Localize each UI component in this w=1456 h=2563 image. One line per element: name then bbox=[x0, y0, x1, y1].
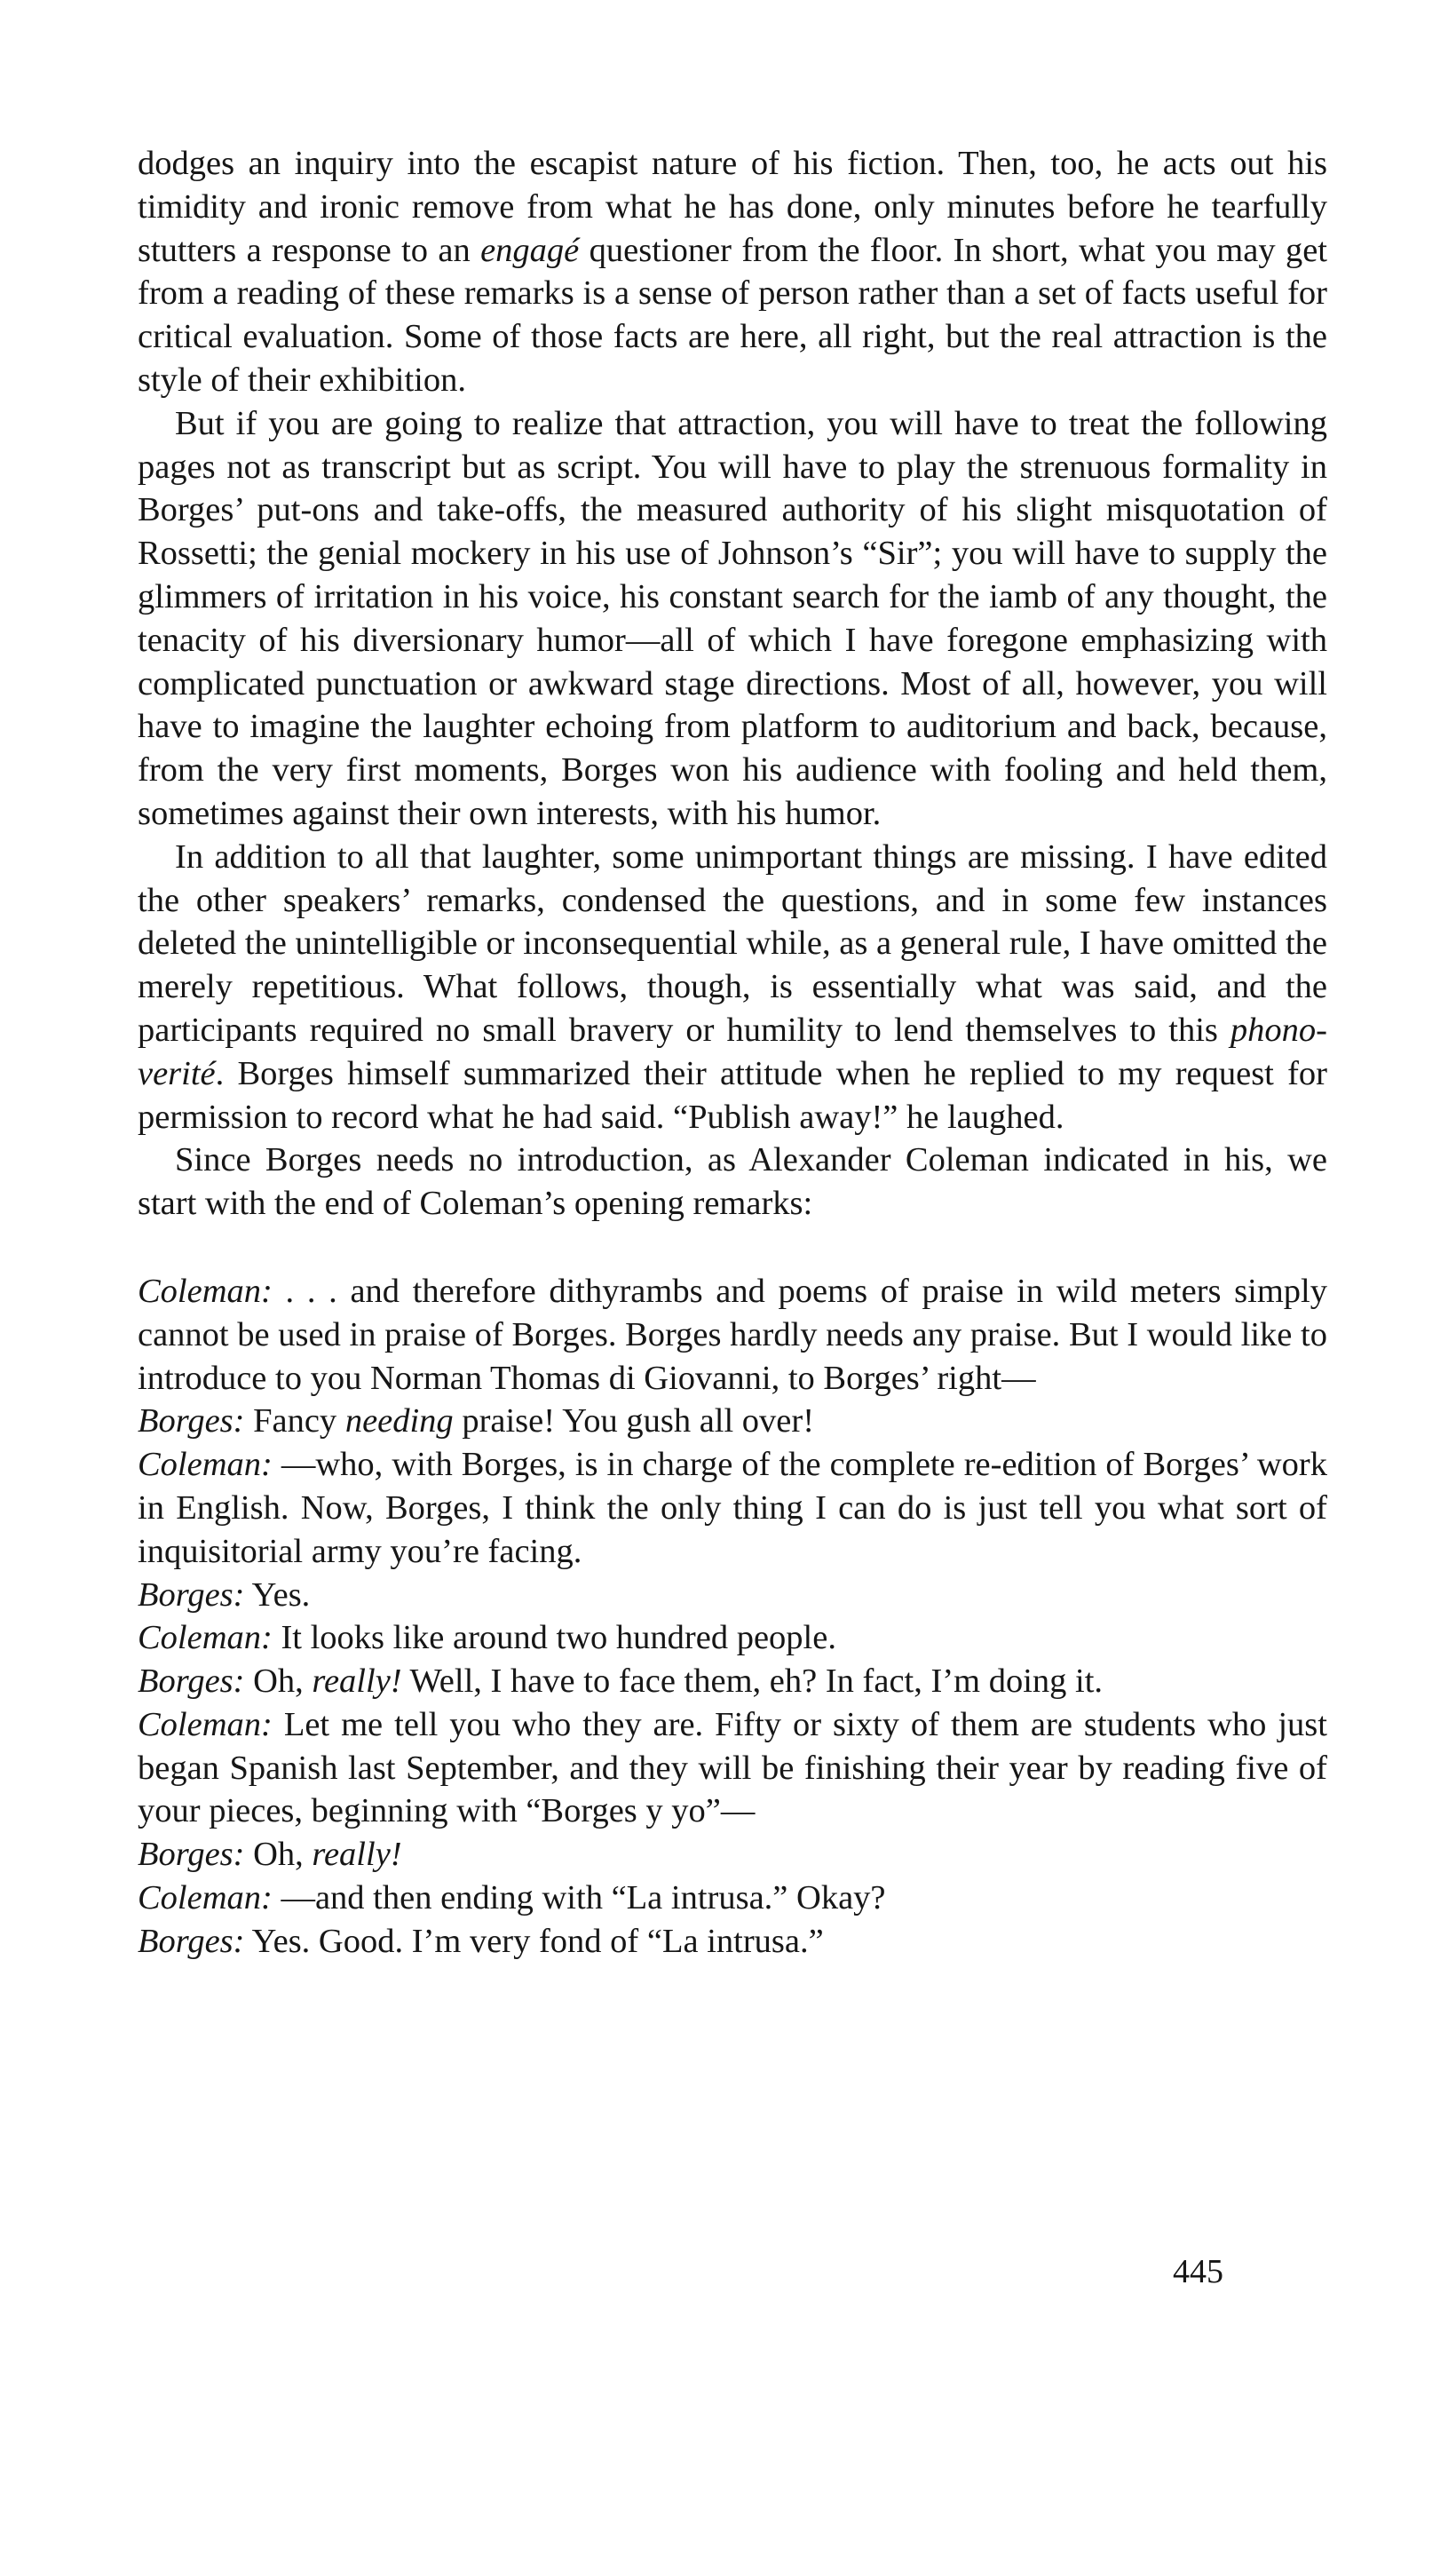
speaker-label: Coleman: bbox=[138, 1446, 273, 1484]
speaker-label: Coleman: bbox=[138, 1879, 273, 1917]
emphasis: needing bbox=[344, 1402, 454, 1440]
dialogue-turn: Coleman: . . . and therefore dithyrambs and poems of praise in wild meters simply cannot be used in praise of Borges. Borges hardly needs any praise. But I would like to introduce to you Norman Thomas di Giovanni, to Borges’ right— bbox=[138, 1272, 1327, 1397]
paragraph-1: dodges an inquiry into the escapist nature of his fiction. Then, too, he acts out his timidity and ironic remove from what he has done, only minutes before he tearfully stutters a response to an engagé questioner from the floor. In short, what you may get from a reading of these remarks is a sense of person rather than a set of facts useful for critical evaluation. Some of those facts are here, all right, but the real attraction is the style of their exhibition. bbox=[138, 145, 1327, 399]
dialogue-turn: Borges: Yes. Good. I’m very fond of “La intrusa.” bbox=[138, 1922, 824, 1960]
page-body bbox=[138, 142, 1327, 1964]
dialogue-turn: Borges: Fancy needing praise! You gush all over! bbox=[138, 1402, 815, 1440]
dialogue bbox=[138, 1270, 1327, 1964]
speaker-label: Coleman: bbox=[138, 1705, 273, 1743]
paragraph-2: But if you are going to realize that attraction, you will have to treat the following pages not as transcript but as script. You will have to play the strenuous formality in Borges’ put-ons and take-offs, the measured authority of his slight misquotation of Rossetti; the genial mockery in his use of Johnson’s “Sir”; you will have to supply the glimmers of irritation in his voice, his constant search for the iamb of any thought, the tenacity of his diversionary humor—all of which I have foregone emphasizing with complicated punctuation or awkward stage directions. Most of all, however, you will have to imagine the laughter echoing from platform to auditorium and back, because, from the very first moments, Borges won his audience with fooling and held them, sometimes against their own interests, with his humor. bbox=[138, 404, 1327, 832]
dialogue-turn: Borges: Oh, really! Well, I have to face them, eh? In fact, I’m doing it. bbox=[138, 1662, 1104, 1701]
dialogue-turn: Coleman: —and then ending with “La intrusa.” Okay? bbox=[138, 1879, 886, 1917]
emphasis-engage: engagé bbox=[480, 231, 580, 269]
speaker-label: Borges: bbox=[138, 1402, 245, 1440]
dialogue-turn: Coleman: Let me tell you who they are. Fifty or sixty of them are students who just began Spanish last September, and they will be finishing their year by reading five of your pieces, beginning with “Borges y yo”— bbox=[138, 1705, 1327, 1830]
paragraph-3: In addition to all that laughter, some unimportant things are missing. I have edited the other speakers’ remarks, condensed the questions, and in some few instances deleted the unintelligible or inconsequential while, as a general rule, I have omitted the merely repetitious. What follows, though, is essentially what was said, and the participants required no small bravery or humility to lend themselves to this phono-verité. Borges himself summarized their attitude when he replied to my request for permission to record what he had said. “Publish away!” he laughed. bbox=[138, 837, 1327, 1136]
emphasis: really! bbox=[312, 1836, 402, 1874]
speaker-label: Coleman: bbox=[138, 1619, 273, 1657]
emphasis: really! bbox=[312, 1662, 402, 1701]
dialogue-turn: Coleman: —who, with Borges, is in charge of the complete re-edition of Borges’ work in English. Now, Borges, I think the only thing I can do is just tell you what sort of inquisitorial army you’re facing. bbox=[138, 1446, 1327, 1570]
speaker-label: Coleman: bbox=[138, 1272, 273, 1310]
dialogue-turn: Borges: Yes. bbox=[138, 1575, 311, 1614]
emphasis-phono-verite: phono-verité bbox=[138, 1011, 1327, 1092]
speaker-label: Borges: bbox=[138, 1575, 245, 1614]
speaker-label: Borges: bbox=[138, 1662, 245, 1701]
section-gap bbox=[138, 1226, 1327, 1270]
page-number: 445 bbox=[1173, 2253, 1223, 2290]
dialogue-turn: Borges: Oh, really! bbox=[138, 1836, 402, 1874]
dialogue-turn: Coleman: It looks like around two hundred people. bbox=[138, 1619, 836, 1657]
speaker-label: Borges: bbox=[138, 1922, 245, 1960]
speaker-label: Borges: bbox=[138, 1836, 245, 1874]
paragraph-4: Since Borges needs no introduction, as Alexander Coleman indicated in his, we start with the end of Coleman’s opening remarks: bbox=[138, 1141, 1327, 1223]
